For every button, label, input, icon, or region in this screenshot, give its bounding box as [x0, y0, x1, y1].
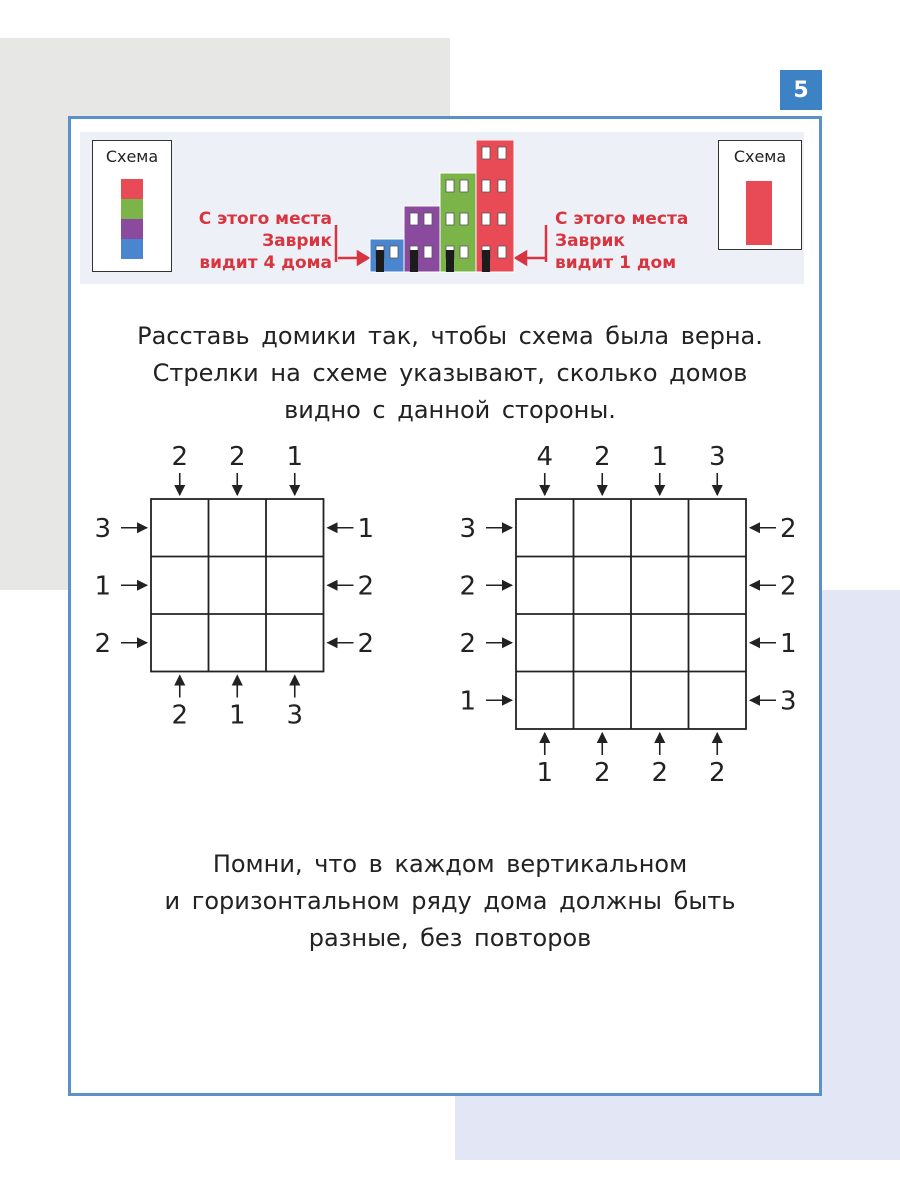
clue-right: 2: [780, 571, 797, 602]
clue-right: 2: [780, 513, 797, 544]
puzzle-cell[interactable]: [633, 559, 687, 613]
instruction-line: Расставь домики так, чтобы схема была верна.: [137, 322, 763, 350]
clue-top: 1: [286, 442, 304, 472]
clue-top: 2: [228, 442, 246, 472]
puzzle-cell[interactable]: [518, 616, 572, 670]
clue-top: 1: [651, 442, 669, 472]
note-line: Помни, что в каждом вертикальном: [212, 850, 688, 878]
clue-left: 3: [94, 513, 111, 544]
puzzle-cell[interactable]: [518, 559, 572, 613]
annotation-left-line: видит 4 дома: [199, 253, 332, 273]
clue-bottom: 1: [536, 758, 554, 788]
puzzle-cell[interactable]: [576, 674, 630, 728]
puzzle-cell[interactable]: [211, 559, 265, 613]
annotation-right-line: С этого места: [555, 209, 689, 229]
clue-top: 4: [536, 442, 554, 472]
clue-left: 3: [459, 513, 476, 544]
annotation-left-line: Заврик: [262, 231, 332, 251]
clue-bottom: 1: [228, 700, 246, 731]
clue-top: 2: [171, 442, 189, 472]
puzzle-cell[interactable]: [576, 559, 630, 613]
clue-top: 3: [708, 442, 726, 472]
puzzle-cell[interactable]: [633, 616, 687, 670]
annotation-right-line: видит 1 дом: [555, 253, 677, 273]
puzzle-large: [459, 442, 796, 788]
instruction-line: видно с данной стороны.: [284, 396, 616, 424]
note-line: разные, без повторов: [308, 924, 592, 952]
clue-right: 1: [357, 513, 375, 544]
puzzle-cell[interactable]: [518, 501, 572, 555]
puzzle-cell[interactable]: [691, 559, 745, 613]
puzzle-cell[interactable]: [576, 501, 630, 555]
clue-bottom: 2: [708, 758, 726, 788]
clue-left: 2: [459, 628, 476, 659]
clue-bottom: 2: [171, 700, 189, 731]
puzzle-cell[interactable]: [691, 674, 745, 728]
puzzle-cell[interactable]: [633, 501, 687, 555]
note-line: и горизонтальном ряду дома должны быть: [164, 887, 736, 915]
clue-right: 2: [357, 628, 375, 659]
clue-left: 2: [459, 571, 476, 602]
page-number: 5: [780, 70, 822, 110]
puzzle-cell[interactable]: [153, 559, 207, 613]
schema-label-right: Схема: [733, 147, 787, 166]
puzzle-cell[interactable]: [268, 559, 322, 613]
puzzle-cell[interactable]: [633, 674, 687, 728]
puzzle-cell[interactable]: [153, 501, 207, 555]
puzzle-cell[interactable]: [268, 501, 322, 555]
clue-bottom: 2: [651, 758, 669, 788]
clue-bottom: 2: [593, 758, 611, 788]
clue-top: 2: [593, 442, 611, 472]
puzzle-cell[interactable]: [268, 616, 322, 670]
puzzle-small: [94, 442, 374, 731]
puzzle-cell[interactable]: [153, 616, 207, 670]
clue-left: 1: [459, 686, 476, 717]
annotation-left-line: С этого места: [198, 209, 332, 229]
note: [80, 846, 820, 957]
puzzle-cell[interactable]: [691, 501, 745, 555]
clue-right: 1: [780, 628, 797, 659]
annotation-right-line: Заврик: [555, 231, 625, 251]
puzzle-cell[interactable]: [211, 501, 265, 555]
clue-left: 1: [94, 571, 111, 602]
puzzle-cell[interactable]: [691, 616, 745, 670]
clue-right: 3: [780, 686, 797, 717]
schema-label-left: Схема: [105, 147, 159, 166]
clue-bottom: 3: [286, 700, 304, 731]
puzzle-cell[interactable]: [576, 616, 630, 670]
clue-right: 2: [357, 571, 375, 602]
clue-left: 2: [94, 628, 111, 659]
puzzle-cell[interactable]: [211, 616, 265, 670]
puzzle-cell[interactable]: [518, 674, 572, 728]
instruction-line: Стрелки на схеме указывают, сколько домов: [152, 359, 748, 387]
